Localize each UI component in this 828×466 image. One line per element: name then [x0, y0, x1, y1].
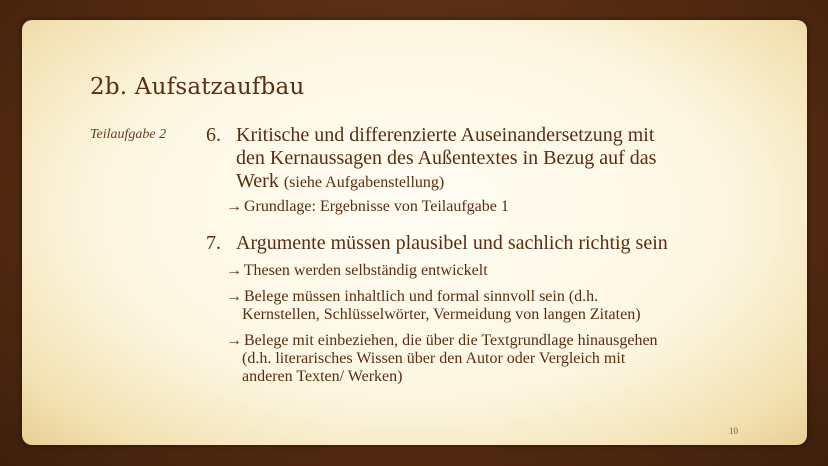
sub-item-text: Grundlage: Ergebnisse von Teilaufgabe 1 [244, 198, 509, 215]
page-number: 10 [729, 426, 738, 436]
sub-item-text: Kernstellen, Schlüsselwörter, Vermeidung von langen Zitaten) [242, 306, 641, 323]
item-text: Argumente müssen plausibel und sachlich richtig sein [236, 232, 668, 254]
arrow-icon: → [226, 198, 242, 215]
list-item-7 [206, 232, 766, 256]
sub-item [226, 262, 488, 280]
item-number: 7. [206, 232, 221, 254]
item-line: Werk [236, 170, 279, 192]
arrow-icon: → [226, 332, 242, 349]
arrow-icon: → [226, 262, 242, 279]
sub-item-text: Belege mit einbeziehen, die über die Textgrundlage hinausgehen [244, 332, 658, 349]
sub-item-text: Belege müssen inhaltlich und formal sinnvoll sein (d.h. [244, 288, 599, 305]
sub-item [226, 332, 658, 386]
slide-title: 2b. Aufsatzaufbau [90, 74, 305, 100]
item-line: den Kernaussagen des Außentextes in Bezug auf das [236, 147, 657, 169]
sub-item-text: (d.h. literarisches Wissen über den Autor oder Vergleich mit [242, 350, 626, 367]
sub-item [226, 198, 509, 216]
item-number: 6. [206, 124, 221, 146]
slide [22, 20, 807, 445]
arrow-icon: → [226, 288, 242, 305]
item-line: Kritische und differenzierte Auseinandersetzung mit [236, 124, 655, 146]
sub-item-text: Thesen werden selbständig entwickelt [243, 262, 488, 279]
item-text [236, 124, 656, 194]
side-label: Teilaufgabe 2 [90, 127, 167, 142]
item-aside: (siehe Aufgabenstellung) [283, 174, 445, 191]
list-item-6 [206, 124, 746, 196]
sub-item [226, 288, 641, 324]
sub-item-text: anderen Texten/ Werken) [242, 368, 403, 385]
